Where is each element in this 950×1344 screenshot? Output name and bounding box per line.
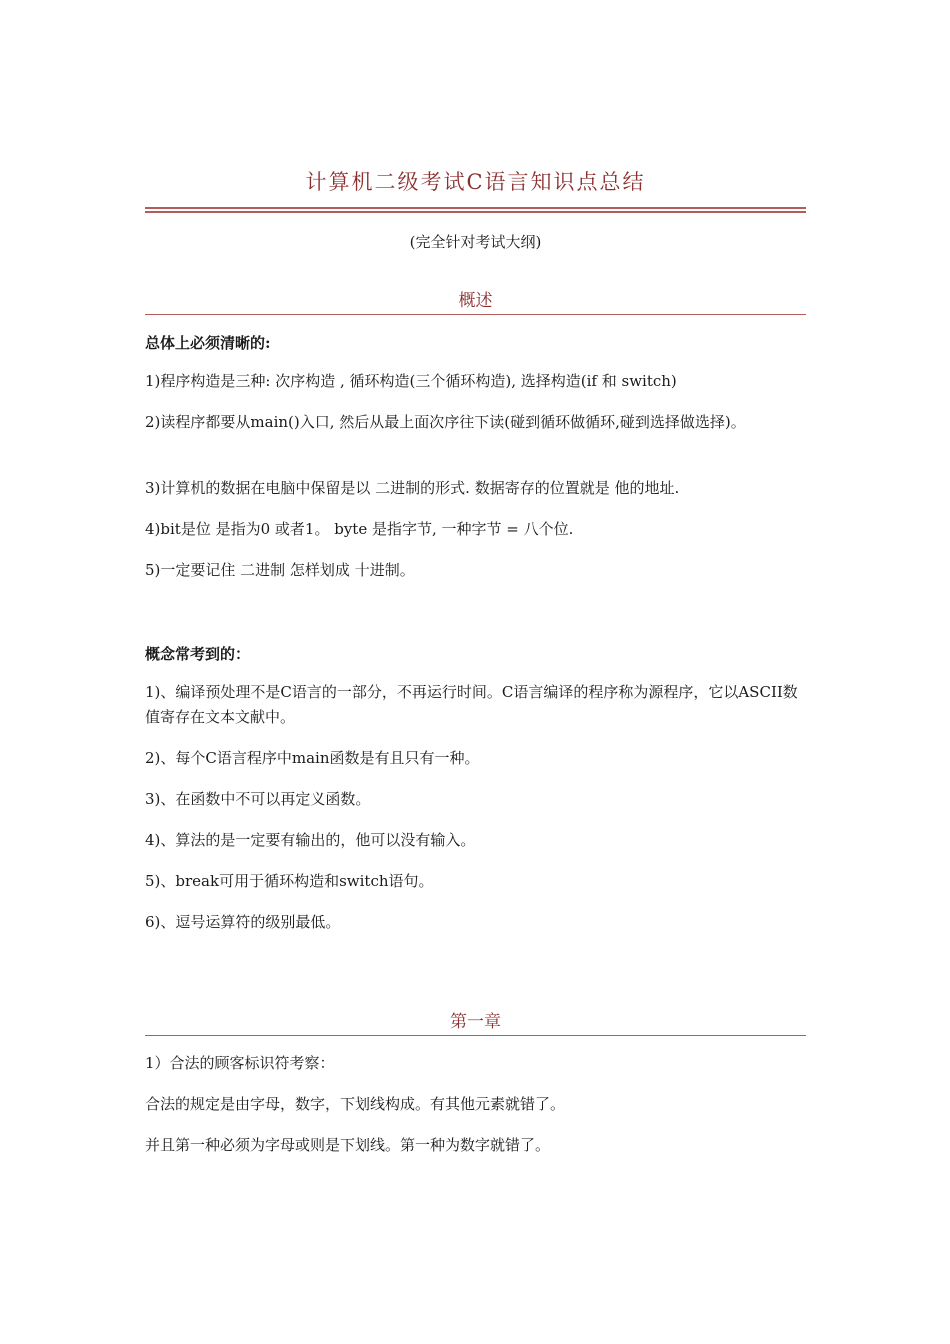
overview-item-2: 2)读程序都要从main()入口, 然后从最上面次序往下读(碰到循环做循环,碰到选择做选择)。 (145, 413, 746, 431)
concepts-item-6: 6)、逗号运算符的级别最低。 (145, 913, 341, 931)
overview-item-1: 1)程序构造是三种: 次序构造 , 循环构造(三个循环构造), 选择构造(if 和 switch) (145, 372, 677, 390)
concepts-item-1: 1)、编译预处理不是C语言的一部分，不再运行时间。C语言编译的程序称为源程序，它以ASCII数值寄存在文本文献中。 (145, 683, 798, 726)
section-heading-chapter1: 第一章 (145, 1007, 806, 1036)
overview-subheading: 总体上必须清晰的: (145, 334, 271, 352)
section-heading-overview: 概述 (145, 286, 806, 315)
overview-item-3: 3)计算机的数据在电脑中保留是以 二进制的形式. 数据寄存的位置就是 他的地址. (145, 479, 680, 497)
document-subtitle: (完全针对考试大纲) (409, 233, 542, 251)
concepts-item-2: 2)、每个C语言程序中main函数是有且只有一种。 (145, 749, 480, 767)
overview-item-5: 5)一定要记住 二进制 怎样划成 十进制。 (145, 561, 415, 579)
overview-item-4: 4)bit是位 是指为0 或者1。 byte 是指字节, 一种字节 = 八个位. (145, 520, 574, 538)
concepts-subheading: 概念常考到的： (145, 645, 251, 663)
chapter1-item-2: 合法的规定是由字母，数字，下划线构成。有其他元素就错了。 (145, 1095, 566, 1113)
concepts-item-3: 3)、在函数中不可以再定义函数。 (145, 790, 371, 808)
concepts-item-4: 4)、算法的是一定要有输出的，他可以没有输入。 (145, 831, 476, 849)
concepts-item-5: 5)、break可用于循环构造和switch语句。 (145, 872, 434, 890)
title-double-rule (145, 207, 806, 213)
chapter1-item-1: 1）合法的顾客标识符考察： (145, 1054, 335, 1072)
chapter1-item-3: 并且第一种必须为字母或则是下划线。第一种为数字就错了。 (145, 1136, 551, 1154)
document-title: 计算机二级考试C语言知识点总结 (305, 170, 646, 194)
